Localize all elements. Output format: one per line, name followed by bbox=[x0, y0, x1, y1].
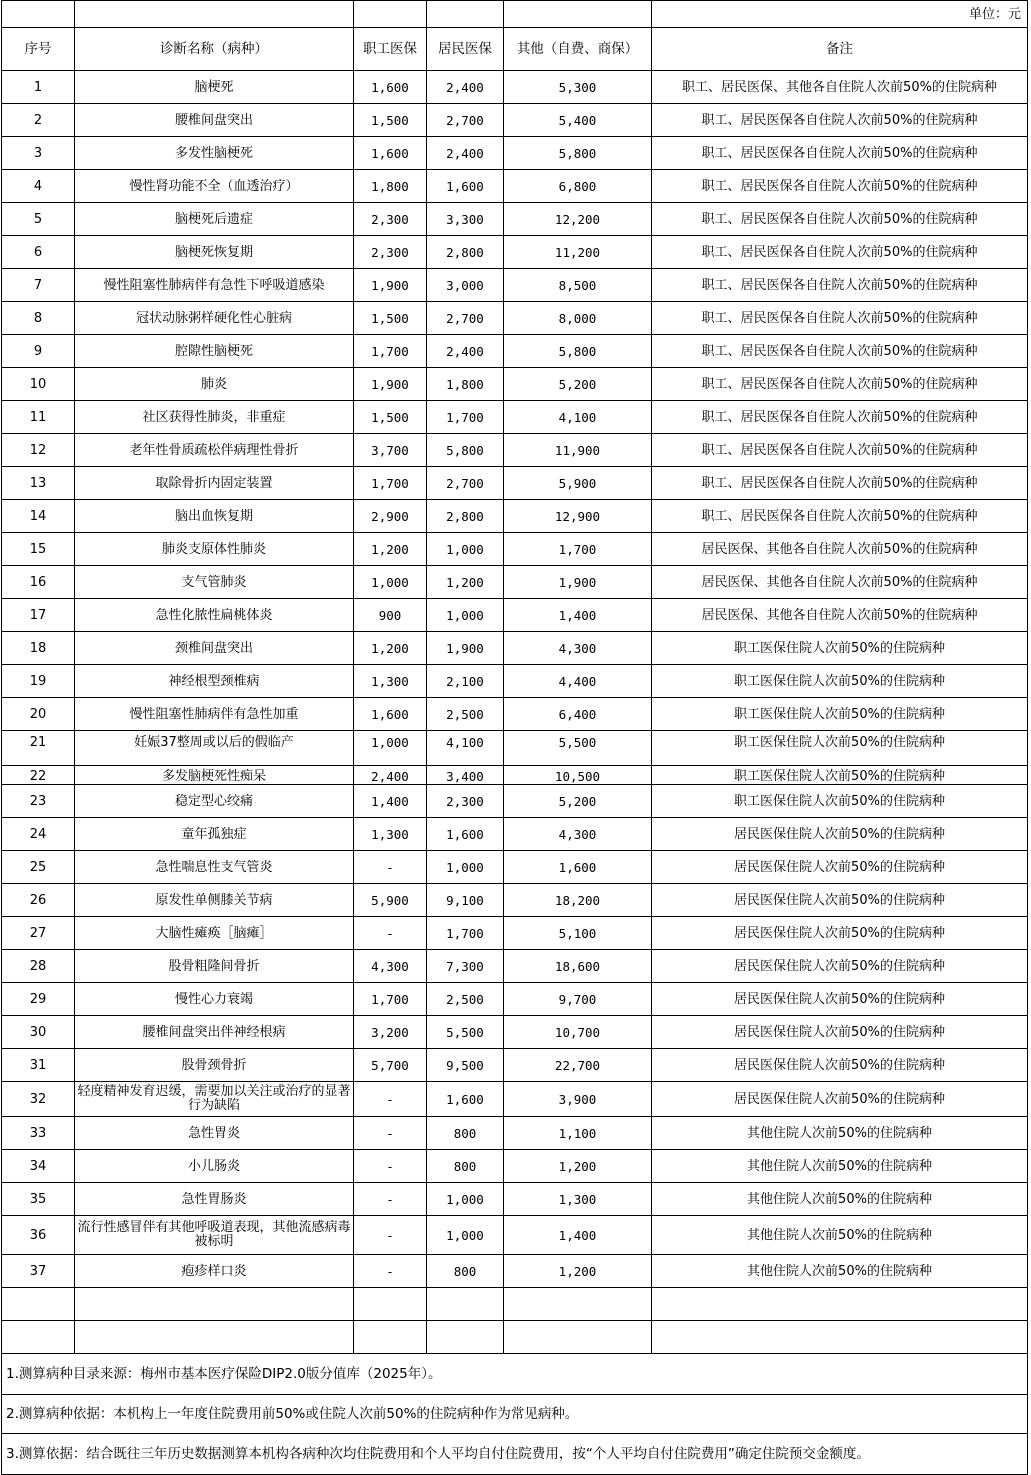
row-employee-fee: 1,800 bbox=[354, 170, 427, 203]
row-remark: 职工、居民医保、其他各自住院人次前50%的住院病种 bbox=[652, 71, 1028, 104]
row-diagnosis: 稳定型心绞痛 bbox=[75, 785, 354, 818]
row-diagnosis: 急性胃炎 bbox=[75, 1117, 354, 1150]
empty-cell bbox=[427, 1288, 504, 1321]
row-index: 36 bbox=[2, 1216, 75, 1255]
row-employee-fee: 4,300 bbox=[354, 950, 427, 983]
row-remark: 职工医保住院人次前50%的住院病种 bbox=[652, 785, 1028, 818]
row-remark: 职工、居民医保各自住院人次前50%的住院病种 bbox=[652, 137, 1028, 170]
row-employee-fee: 2,900 bbox=[354, 500, 427, 533]
row-resident-fee: 2,700 bbox=[427, 467, 504, 500]
row-other-fee: 5,100 bbox=[504, 917, 652, 950]
row-employee-fee: 1,000 bbox=[354, 731, 427, 766]
table-row bbox=[2, 1150, 1028, 1183]
table-row bbox=[2, 983, 1028, 1016]
row-resident-fee: 1,000 bbox=[427, 1183, 504, 1216]
row-diagnosis: 腔隙性脑梗死 bbox=[75, 335, 354, 368]
row-diagnosis: 多发脑梗死性痴呆 bbox=[75, 766, 354, 785]
row-employee-fee: 900 bbox=[354, 599, 427, 632]
row-diagnosis: 冠状动脉粥样硬化性心脏病 bbox=[75, 302, 354, 335]
empty-cell bbox=[75, 1288, 354, 1321]
row-diagnosis: 慢性阻塞性肺病伴有急性加重 bbox=[75, 698, 354, 731]
empty-cell bbox=[504, 1288, 652, 1321]
header-row bbox=[2, 28, 1028, 71]
row-index: 30 bbox=[2, 1016, 75, 1049]
row-index: 19 bbox=[2, 665, 75, 698]
row-employee-fee: 1,400 bbox=[354, 785, 427, 818]
row-resident-fee: 800 bbox=[427, 1255, 504, 1288]
table-row bbox=[2, 766, 1028, 785]
row-resident-fee: 800 bbox=[427, 1117, 504, 1150]
row-remark: 其他住院人次前50%的住院病种 bbox=[652, 1216, 1028, 1255]
table-row bbox=[2, 632, 1028, 665]
header-other: 其他（自费、商保） bbox=[504, 28, 652, 71]
row-diagnosis: 老年性骨质疏松伴病理性骨折 bbox=[75, 434, 354, 467]
row-index: 5 bbox=[2, 203, 75, 236]
row-resident-fee: 1,000 bbox=[427, 599, 504, 632]
row-resident-fee: 1,600 bbox=[427, 170, 504, 203]
unit-blank bbox=[2, 1, 75, 28]
row-employee-fee: - bbox=[354, 1255, 427, 1288]
row-index: 27 bbox=[2, 917, 75, 950]
row-other-fee: 12,900 bbox=[504, 500, 652, 533]
header-index: 序号 bbox=[2, 28, 75, 71]
row-diagnosis: 社区获得性肺炎，非重症 bbox=[75, 401, 354, 434]
table-row bbox=[2, 368, 1028, 401]
row-remark: 职工、居民医保各自住院人次前50%的住院病种 bbox=[652, 269, 1028, 302]
table-row bbox=[2, 884, 1028, 917]
row-resident-fee: 7,300 bbox=[427, 950, 504, 983]
table-row bbox=[2, 335, 1028, 368]
row-remark: 职工、居民医保各自住院人次前50%的住院病种 bbox=[652, 500, 1028, 533]
row-index: 8 bbox=[2, 302, 75, 335]
row-remark: 职工、居民医保各自住院人次前50%的住院病种 bbox=[652, 401, 1028, 434]
row-resident-fee: 5,800 bbox=[427, 434, 504, 467]
row-diagnosis: 脑梗死恢复期 bbox=[75, 236, 354, 269]
row-resident-fee: 4,100 bbox=[427, 731, 504, 766]
table-row bbox=[2, 434, 1028, 467]
table-row bbox=[2, 1255, 1028, 1288]
row-index: 29 bbox=[2, 983, 75, 1016]
row-employee-fee: 1,600 bbox=[354, 71, 427, 104]
row-index: 10 bbox=[2, 368, 75, 401]
row-remark: 居民医保住院人次前50%的住院病种 bbox=[652, 950, 1028, 983]
row-remark: 其他住院人次前50%的住院病种 bbox=[652, 1183, 1028, 1216]
row-resident-fee: 3,000 bbox=[427, 269, 504, 302]
header-remarks: 备注 bbox=[652, 28, 1028, 71]
row-diagnosis: 妊娠37整周或以后的假临产 bbox=[75, 731, 354, 766]
row-remark: 职工、居民医保各自住院人次前50%的住院病种 bbox=[652, 170, 1028, 203]
row-index: 13 bbox=[2, 467, 75, 500]
row-employee-fee: 1,500 bbox=[354, 401, 427, 434]
row-other-fee: 18,200 bbox=[504, 884, 652, 917]
unit-blank bbox=[75, 1, 354, 28]
row-other-fee: 1,900 bbox=[504, 566, 652, 599]
row-diagnosis: 多发性脑梗死 bbox=[75, 137, 354, 170]
row-remark: 职工、居民医保各自住院人次前50%的住院病种 bbox=[652, 203, 1028, 236]
row-remark: 职工、居民医保各自住院人次前50%的住院病种 bbox=[652, 467, 1028, 500]
footnote-2: 2.测算病种依据：本机构上一年度住院费用前50%或住院人次前50%的住院病种作为常见病种。 bbox=[2, 1395, 1028, 1434]
row-diagnosis: 原发性单侧膝关节病 bbox=[75, 884, 354, 917]
row-other-fee: 1,400 bbox=[504, 1216, 652, 1255]
row-diagnosis: 流行性感冒伴有其他呼吸道表现，其他流感病毒被标明 bbox=[75, 1216, 354, 1255]
row-other-fee: 3,900 bbox=[504, 1082, 652, 1117]
row-employee-fee: - bbox=[354, 1150, 427, 1183]
row-other-fee: 5,300 bbox=[504, 71, 652, 104]
row-resident-fee: 2,800 bbox=[427, 500, 504, 533]
row-other-fee: 1,300 bbox=[504, 1183, 652, 1216]
row-diagnosis: 股骨粗隆间骨折 bbox=[75, 950, 354, 983]
row-resident-fee: 1,800 bbox=[427, 368, 504, 401]
row-other-fee: 4,300 bbox=[504, 632, 652, 665]
row-index: 18 bbox=[2, 632, 75, 665]
row-remark: 职工、居民医保各自住院人次前50%的住院病种 bbox=[652, 434, 1028, 467]
table-row bbox=[2, 533, 1028, 566]
unit-label: 单位：元 bbox=[652, 1, 1028, 28]
row-resident-fee: 9,500 bbox=[427, 1049, 504, 1082]
row-resident-fee: 2,100 bbox=[427, 665, 504, 698]
row-resident-fee: 1,000 bbox=[427, 533, 504, 566]
row-index: 23 bbox=[2, 785, 75, 818]
row-diagnosis: 慢性阻塞性肺病伴有急性下呼吸道感染 bbox=[75, 269, 354, 302]
row-remark: 职工、居民医保各自住院人次前50%的住院病种 bbox=[652, 302, 1028, 335]
row-diagnosis: 急性喘息性支气管炎 bbox=[75, 851, 354, 884]
row-index: 17 bbox=[2, 599, 75, 632]
row-remark: 职工医保住院人次前50%的住院病种 bbox=[652, 698, 1028, 731]
row-index: 26 bbox=[2, 884, 75, 917]
row-index: 2 bbox=[2, 104, 75, 137]
table-row bbox=[2, 1183, 1028, 1216]
row-index: 15 bbox=[2, 533, 75, 566]
row-index: 12 bbox=[2, 434, 75, 467]
row-remark: 居民医保住院人次前50%的住院病种 bbox=[652, 917, 1028, 950]
row-remark: 居民医保住院人次前50%的住院病种 bbox=[652, 884, 1028, 917]
unit-blank bbox=[427, 1, 504, 28]
row-index: 24 bbox=[2, 818, 75, 851]
empty-cell bbox=[427, 1321, 504, 1354]
row-resident-fee: 1,700 bbox=[427, 401, 504, 434]
row-employee-fee: 1,500 bbox=[354, 104, 427, 137]
row-other-fee: 6,400 bbox=[504, 698, 652, 731]
row-diagnosis: 大脑性瘫痪［脑瘫］ bbox=[75, 917, 354, 950]
row-remark: 居民医保住院人次前50%的住院病种 bbox=[652, 818, 1028, 851]
row-index: 31 bbox=[2, 1049, 75, 1082]
row-index: 16 bbox=[2, 566, 75, 599]
row-remark: 职工、居民医保各自住院人次前50%的住院病种 bbox=[652, 236, 1028, 269]
row-remark: 职工医保住院人次前50%的住院病种 bbox=[652, 632, 1028, 665]
empty-cell bbox=[652, 1321, 1028, 1354]
row-employee-fee: 1,900 bbox=[354, 269, 427, 302]
table-row bbox=[2, 500, 1028, 533]
row-diagnosis: 股骨颈骨折 bbox=[75, 1049, 354, 1082]
row-index: 25 bbox=[2, 851, 75, 884]
row-diagnosis: 取除骨折内固定装置 bbox=[75, 467, 354, 500]
row-remark: 其他住院人次前50%的住院病种 bbox=[652, 1150, 1028, 1183]
row-other-fee: 22,700 bbox=[504, 1049, 652, 1082]
row-other-fee: 4,400 bbox=[504, 665, 652, 698]
unit-blank bbox=[504, 1, 652, 28]
empty-cell bbox=[652, 1288, 1028, 1321]
row-remark: 居民医保住院人次前50%的住院病种 bbox=[652, 1082, 1028, 1117]
row-remark: 其他住院人次前50%的住院病种 bbox=[652, 1255, 1028, 1288]
row-diagnosis: 急性胃肠炎 bbox=[75, 1183, 354, 1216]
unit-blank bbox=[354, 1, 427, 28]
row-employee-fee: - bbox=[354, 917, 427, 950]
row-employee-fee: 2,400 bbox=[354, 766, 427, 785]
row-diagnosis: 腰椎间盘突出 bbox=[75, 104, 354, 137]
row-resident-fee: 9,100 bbox=[427, 884, 504, 917]
row-remark: 居民医保住院人次前50%的住院病种 bbox=[652, 983, 1028, 1016]
row-resident-fee: 1,000 bbox=[427, 1216, 504, 1255]
table-row bbox=[2, 1117, 1028, 1150]
row-employee-fee: - bbox=[354, 1117, 427, 1150]
row-diagnosis: 轻度精神发育迟缓，需要加以关注或治疗的显著行为缺陷 bbox=[75, 1082, 354, 1117]
row-employee-fee: 1,700 bbox=[354, 335, 427, 368]
row-diagnosis: 颈椎间盘突出 bbox=[75, 632, 354, 665]
empty-cell bbox=[75, 1321, 354, 1354]
row-resident-fee: 1,200 bbox=[427, 566, 504, 599]
row-index: 6 bbox=[2, 236, 75, 269]
row-resident-fee: 3,300 bbox=[427, 203, 504, 236]
row-diagnosis: 小儿肠炎 bbox=[75, 1150, 354, 1183]
table-row bbox=[2, 665, 1028, 698]
table-row bbox=[2, 104, 1028, 137]
row-index: 21 bbox=[2, 731, 75, 766]
row-remark: 居民医保、其他各自住院人次前50%的住院病种 bbox=[652, 566, 1028, 599]
row-resident-fee: 2,300 bbox=[427, 785, 504, 818]
row-index: 35 bbox=[2, 1183, 75, 1216]
row-remark: 职工、居民医保各自住院人次前50%的住院病种 bbox=[652, 335, 1028, 368]
table-row bbox=[2, 818, 1028, 851]
table-row bbox=[2, 1082, 1028, 1117]
row-index: 11 bbox=[2, 401, 75, 434]
table-row bbox=[2, 698, 1028, 731]
empty-cell bbox=[354, 1288, 427, 1321]
row-resident-fee: 2,400 bbox=[427, 335, 504, 368]
row-employee-fee: - bbox=[354, 1183, 427, 1216]
row-diagnosis: 脑梗死后遗症 bbox=[75, 203, 354, 236]
row-employee-fee: 2,300 bbox=[354, 236, 427, 269]
row-diagnosis: 肺炎 bbox=[75, 368, 354, 401]
row-other-fee: 1,100 bbox=[504, 1117, 652, 1150]
row-resident-fee: 1,700 bbox=[427, 917, 504, 950]
table-row bbox=[2, 170, 1028, 203]
footnote-1: 1.测算病种目录来源：梅州市基本医疗保险DIP2.0版分值库（2025年）。 bbox=[2, 1354, 1028, 1395]
row-other-fee: 8,500 bbox=[504, 269, 652, 302]
row-employee-fee: 5,700 bbox=[354, 1049, 427, 1082]
table-row bbox=[2, 731, 1028, 766]
row-index: 7 bbox=[2, 269, 75, 302]
row-employee-fee: 3,700 bbox=[354, 434, 427, 467]
row-other-fee: 1,700 bbox=[504, 533, 652, 566]
row-other-fee: 5,500 bbox=[504, 731, 652, 766]
row-other-fee: 8,000 bbox=[504, 302, 652, 335]
row-employee-fee: 3,200 bbox=[354, 1016, 427, 1049]
row-remark: 职工医保住院人次前50%的住院病种 bbox=[652, 665, 1028, 698]
empty-cell bbox=[2, 1321, 75, 1354]
row-employee-fee: 1,600 bbox=[354, 698, 427, 731]
row-other-fee: 4,100 bbox=[504, 401, 652, 434]
row-resident-fee: 1,000 bbox=[427, 851, 504, 884]
row-employee-fee: 1,200 bbox=[354, 632, 427, 665]
table-row bbox=[2, 137, 1028, 170]
row-other-fee: 6,800 bbox=[504, 170, 652, 203]
row-diagnosis: 脑梗死 bbox=[75, 71, 354, 104]
row-resident-fee: 1,900 bbox=[427, 632, 504, 665]
row-index: 14 bbox=[2, 500, 75, 533]
row-resident-fee: 3,400 bbox=[427, 766, 504, 785]
empty-row bbox=[2, 1288, 1028, 1321]
table-row bbox=[2, 917, 1028, 950]
row-other-fee: 12,200 bbox=[504, 203, 652, 236]
row-resident-fee: 2,800 bbox=[427, 236, 504, 269]
row-index: 34 bbox=[2, 1150, 75, 1183]
table-row bbox=[2, 851, 1028, 884]
row-remark: 居民医保住院人次前50%的住院病种 bbox=[652, 1016, 1028, 1049]
row-employee-fee: 1,000 bbox=[354, 566, 427, 599]
row-index: 28 bbox=[2, 950, 75, 983]
row-remark: 职工、居民医保各自住院人次前50%的住院病种 bbox=[652, 104, 1028, 137]
row-employee-fee: 1,300 bbox=[354, 665, 427, 698]
row-employee-fee: 1,600 bbox=[354, 137, 427, 170]
row-resident-fee: 1,600 bbox=[427, 1082, 504, 1117]
row-remark: 居民医保、其他各自住院人次前50%的住院病种 bbox=[652, 599, 1028, 632]
table-row bbox=[2, 599, 1028, 632]
table-row bbox=[2, 236, 1028, 269]
row-other-fee: 1,200 bbox=[504, 1150, 652, 1183]
row-diagnosis: 疱疹样口炎 bbox=[75, 1255, 354, 1288]
row-other-fee: 9,700 bbox=[504, 983, 652, 1016]
row-resident-fee: 2,700 bbox=[427, 302, 504, 335]
row-diagnosis: 慢性心力衰竭 bbox=[75, 983, 354, 1016]
row-resident-fee: 2,500 bbox=[427, 983, 504, 1016]
table-row bbox=[2, 203, 1028, 236]
row-index: 22 bbox=[2, 766, 75, 785]
row-resident-fee: 2,700 bbox=[427, 104, 504, 137]
note-row bbox=[2, 1434, 1028, 1475]
row-other-fee: 10,700 bbox=[504, 1016, 652, 1049]
row-employee-fee: 1,200 bbox=[354, 533, 427, 566]
row-other-fee: 5,200 bbox=[504, 368, 652, 401]
row-remark: 职工、居民医保各自住院人次前50%的住院病种 bbox=[652, 368, 1028, 401]
row-employee-fee: 1,700 bbox=[354, 467, 427, 500]
row-diagnosis: 脑出血恢复期 bbox=[75, 500, 354, 533]
row-diagnosis: 腰椎间盘突出伴神经根病 bbox=[75, 1016, 354, 1049]
row-remark: 职工医保住院人次前50%的住院病种 bbox=[652, 766, 1028, 785]
table-row bbox=[2, 71, 1028, 104]
row-other-fee: 11,900 bbox=[504, 434, 652, 467]
table-row bbox=[2, 269, 1028, 302]
empty-row bbox=[2, 1321, 1028, 1354]
row-other-fee: 5,200 bbox=[504, 785, 652, 818]
row-resident-fee: 2,500 bbox=[427, 698, 504, 731]
row-remark: 其他住院人次前50%的住院病种 bbox=[652, 1117, 1028, 1150]
row-index: 32 bbox=[2, 1082, 75, 1117]
row-remark: 居民医保住院人次前50%的住院病种 bbox=[652, 1049, 1028, 1082]
row-employee-fee: 2,300 bbox=[354, 203, 427, 236]
row-resident-fee: 2,400 bbox=[427, 71, 504, 104]
row-other-fee: 11,200 bbox=[504, 236, 652, 269]
unit-row bbox=[2, 1, 1028, 28]
table-row bbox=[2, 302, 1028, 335]
row-other-fee: 5,800 bbox=[504, 137, 652, 170]
header-resident-insurance: 居民医保 bbox=[427, 28, 504, 71]
table-row bbox=[2, 1016, 1028, 1049]
row-diagnosis: 肺炎支原体性肺炎 bbox=[75, 533, 354, 566]
table-row bbox=[2, 401, 1028, 434]
empty-cell bbox=[354, 1321, 427, 1354]
row-index: 4 bbox=[2, 170, 75, 203]
empty-cell bbox=[504, 1321, 652, 1354]
table-body bbox=[2, 1, 1028, 1475]
row-employee-fee: 1,300 bbox=[354, 818, 427, 851]
table-row bbox=[2, 467, 1028, 500]
row-remark: 居民医保、其他各自住院人次前50%的住院病种 bbox=[652, 533, 1028, 566]
note-row bbox=[2, 1354, 1028, 1395]
row-resident-fee: 2,400 bbox=[427, 137, 504, 170]
row-diagnosis: 慢性肾功能不全（血透治疗） bbox=[75, 170, 354, 203]
header-employee-insurance: 职工医保 bbox=[354, 28, 427, 71]
row-employee-fee: - bbox=[354, 1082, 427, 1117]
fee-table bbox=[1, 0, 1028, 1475]
row-index: 20 bbox=[2, 698, 75, 731]
row-employee-fee: - bbox=[354, 1216, 427, 1255]
row-index: 9 bbox=[2, 335, 75, 368]
row-other-fee: 4,300 bbox=[504, 818, 652, 851]
row-other-fee: 10,500 bbox=[504, 766, 652, 785]
row-index: 3 bbox=[2, 137, 75, 170]
row-index: 37 bbox=[2, 1255, 75, 1288]
row-remark: 职工医保住院人次前50%的住院病种 bbox=[652, 731, 1028, 766]
table-row bbox=[2, 1216, 1028, 1255]
row-diagnosis: 支气管肺炎 bbox=[75, 566, 354, 599]
table-row bbox=[2, 566, 1028, 599]
note-row bbox=[2, 1395, 1028, 1434]
row-index: 33 bbox=[2, 1117, 75, 1150]
row-employee-fee: 1,700 bbox=[354, 983, 427, 1016]
row-other-fee: 1,600 bbox=[504, 851, 652, 884]
row-resident-fee: 800 bbox=[427, 1150, 504, 1183]
row-resident-fee: 1,600 bbox=[427, 818, 504, 851]
row-index: 1 bbox=[2, 71, 75, 104]
row-other-fee: 18,600 bbox=[504, 950, 652, 983]
table-row bbox=[2, 1049, 1028, 1082]
row-diagnosis: 童年孤独症 bbox=[75, 818, 354, 851]
footnote-3: 3.测算依据：结合既往三年历史数据测算本机构各病种次均住院费用和个人平均自付住院费用，按“个人平均自付住院费用”确定住院预交金额度。 bbox=[2, 1434, 1028, 1475]
row-other-fee: 5,400 bbox=[504, 104, 652, 137]
row-diagnosis: 急性化脓性扁桃体炎 bbox=[75, 599, 354, 632]
row-other-fee: 1,200 bbox=[504, 1255, 652, 1288]
row-resident-fee: 5,500 bbox=[427, 1016, 504, 1049]
row-employee-fee: 1,500 bbox=[354, 302, 427, 335]
row-other-fee: 1,400 bbox=[504, 599, 652, 632]
header-diagnosis: 诊断名称（病种） bbox=[75, 28, 354, 71]
row-employee-fee: 5,900 bbox=[354, 884, 427, 917]
empty-cell bbox=[2, 1288, 75, 1321]
row-remark: 居民医保住院人次前50%的住院病种 bbox=[652, 851, 1028, 884]
row-other-fee: 5,900 bbox=[504, 467, 652, 500]
row-employee-fee: 1,900 bbox=[354, 368, 427, 401]
table-row bbox=[2, 950, 1028, 983]
table-row bbox=[2, 785, 1028, 818]
row-diagnosis: 神经根型颈椎病 bbox=[75, 665, 354, 698]
row-other-fee: 5,800 bbox=[504, 335, 652, 368]
row-employee-fee: - bbox=[354, 851, 427, 884]
